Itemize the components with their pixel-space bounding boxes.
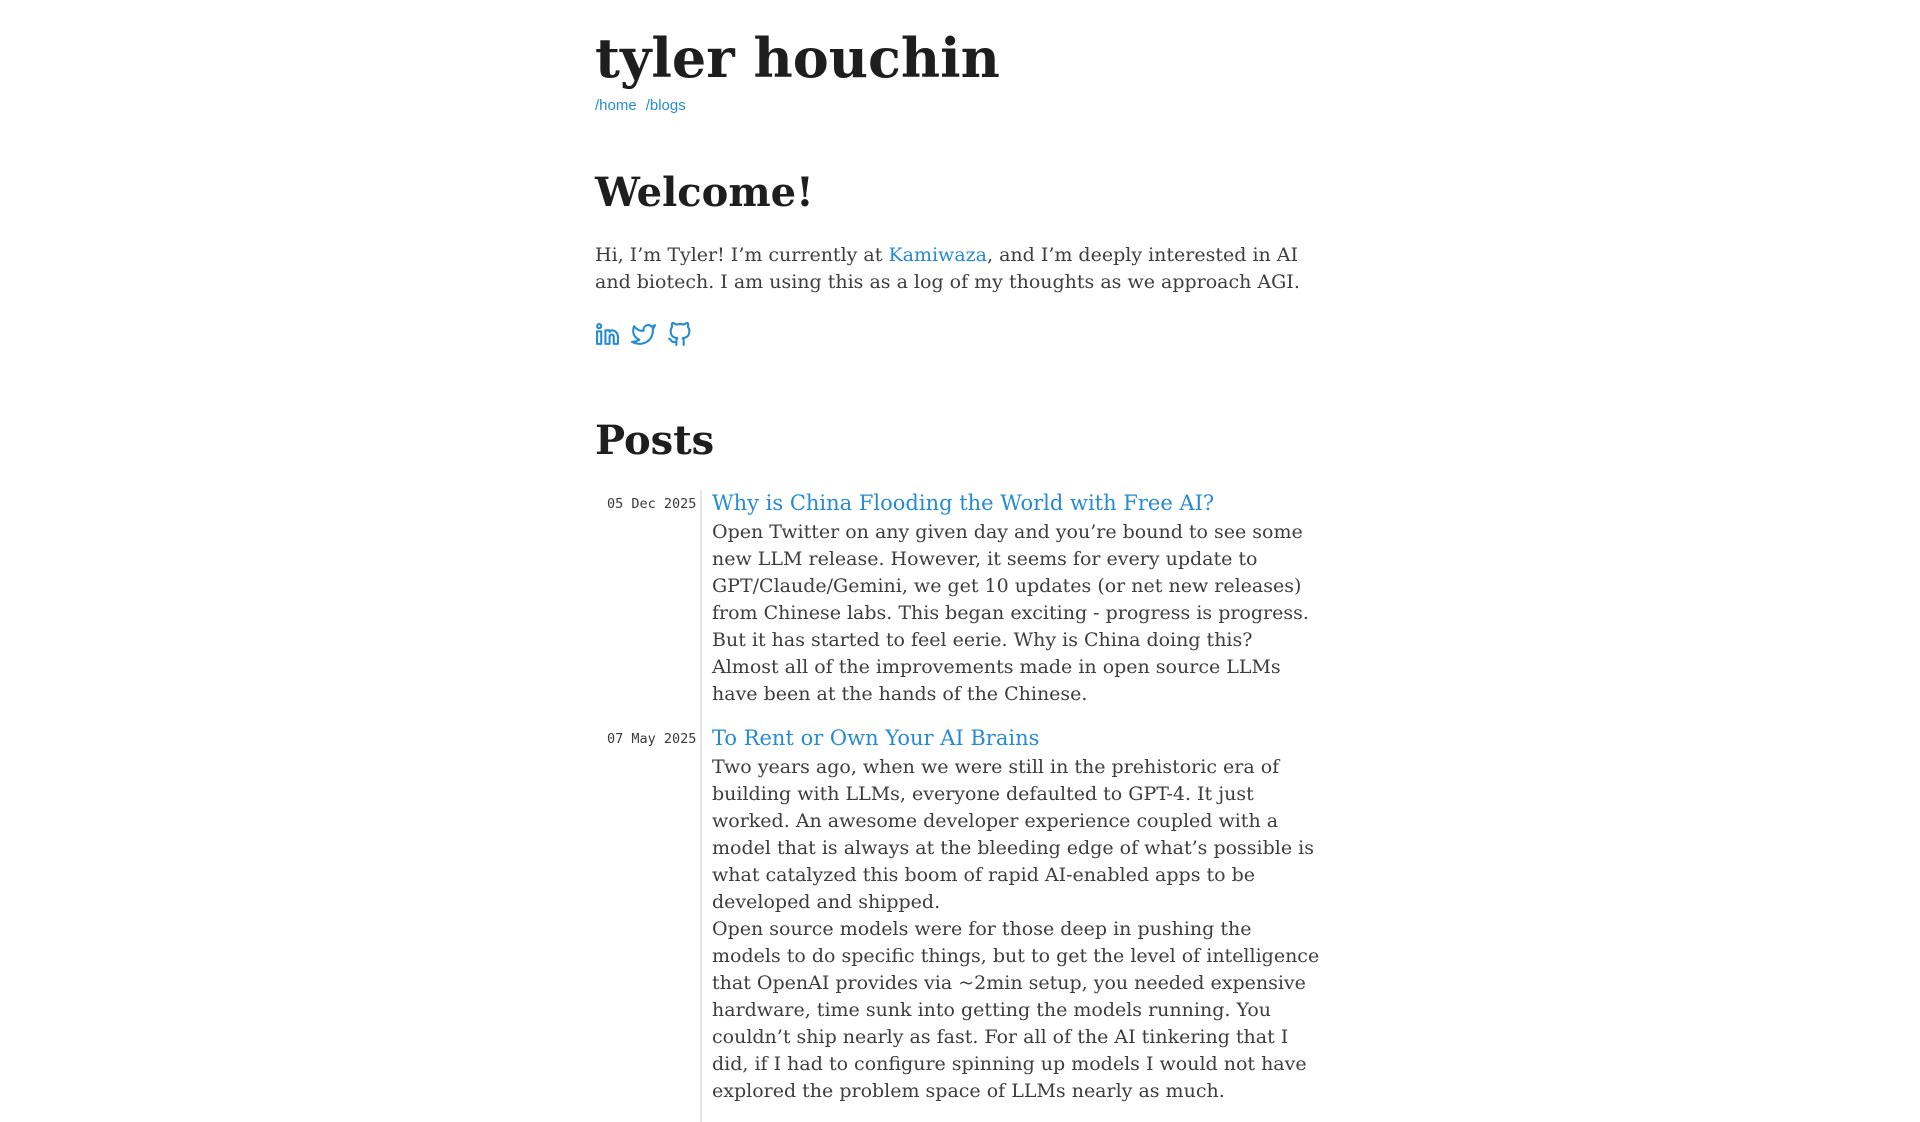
site-title: tyler houchin [595, 26, 1000, 90]
post-body [700, 725, 1325, 1122]
twitter-icon [631, 322, 656, 347]
posts-list [595, 490, 1325, 1122]
post-date: 05 Dec 2025 [607, 496, 697, 513]
post-excerpt [712, 754, 1325, 1105]
post-date: 07 May 2025 [607, 731, 697, 748]
welcome-heading: Welcome! [595, 169, 814, 217]
nav-link-blogs[interactable]: /blogs [645, 97, 686, 115]
kamiwaza-link[interactable]: Kamiwaza [888, 244, 987, 267]
post-excerpt-paragraph: Open source models were for those deep in pushing the models to do specific things, but to get the level of intelligence that OpenAI provides via ~2min setup, you needed expensive hardware, time sunk into getting the models running. You couldn’t ship nearly as fast. For all of the AI tinkering that I did, if I had to configure spinning up models I would not have explored the problem space of LLMs nearly as much. [712, 918, 1320, 1103]
twitter-link[interactable] [631, 322, 656, 347]
post-title-link[interactable]: Why is China Flooding the World with Free AI? [712, 491, 1215, 516]
linkedin-icon [595, 322, 620, 347]
social-row [595, 322, 1325, 347]
posts-heading: Posts [595, 417, 715, 465]
post-excerpt [712, 519, 1325, 708]
github-icon [667, 322, 692, 347]
post-title-link[interactable]: To Rent or Own Your AI Brains [712, 726, 1040, 751]
linkedin-link[interactable] [595, 322, 620, 347]
post-item [595, 490, 1325, 725]
page-container [595, 0, 1325, 1122]
site-nav [595, 97, 1325, 114]
post-excerpt-paragraph: Open Twitter on any given day and you’re bound to see some new LLM release. However, it seems for every update to GPT/Claude/Gemini, we get 10 updates (or net new releases) from Chinese labs. This began exciting - progress is progress. But it has started to feel eerie. Why is China doing this? Almost all of the improvements made in open source LLMs have been at the hands of the Chinese. [712, 521, 1309, 706]
github-link[interactable] [667, 322, 692, 347]
intro-text-after: , and I’m deeply interested in AI and biotech. I am using this as a log of my thoughts as we approach AGI. [595, 244, 1300, 294]
post-body [700, 490, 1325, 725]
nav-link-home[interactable]: /home [595, 97, 637, 115]
intro-paragraph [595, 242, 1325, 296]
intro-text-before: Hi, I’m Tyler! I’m currently at [595, 244, 889, 267]
post-excerpt-paragraph: Two years ago, when we were still in the prehistoric era of building with LLMs, everyone defaulted to GPT-4. It just worked. An awesome developer experience coupled with a model that is always at the bleeding edge of what’s possible is what catalyzed this boom of rapid AI-enabled apps to be developed and shipped. [712, 756, 1314, 914]
post-item [595, 725, 1325, 1122]
